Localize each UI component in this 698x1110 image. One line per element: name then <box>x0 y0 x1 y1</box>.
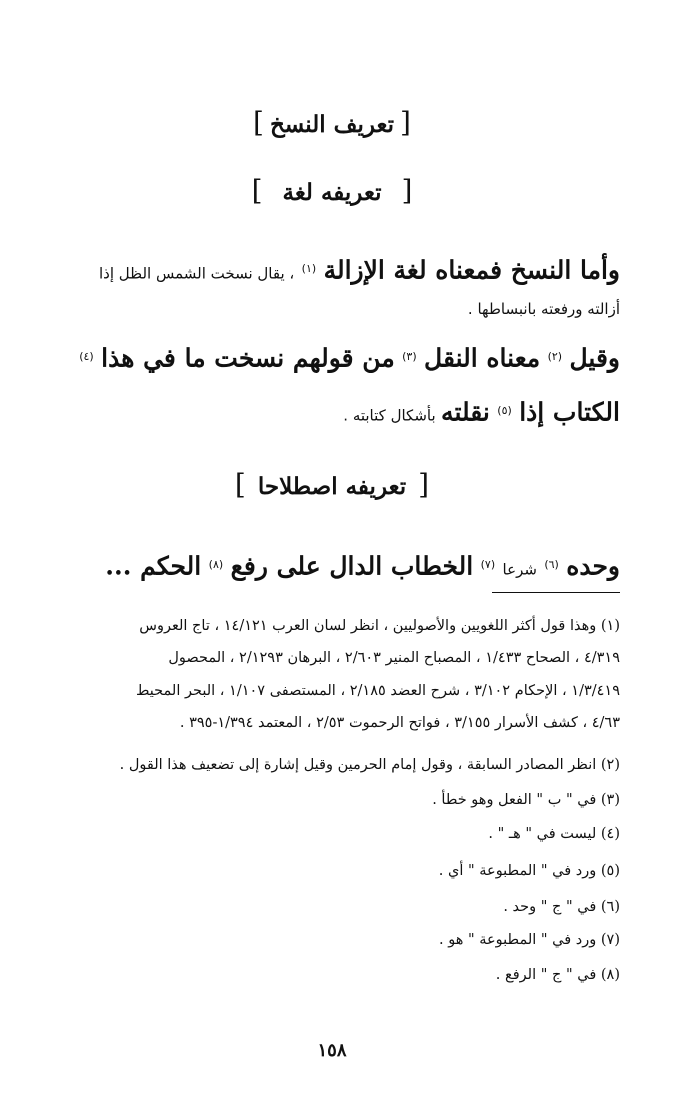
footnote-line: (٨) في " ج " الرفع . <box>495 967 620 983</box>
line3-bold-3: من قولهم نسخت ما في هذا <box>101 343 395 373</box>
body-line-3 <box>44 340 620 379</box>
bracket-open: [ <box>418 468 430 501</box>
line4-ref-1: (٥) <box>497 404 512 417</box>
body-line-1 <box>44 252 620 291</box>
heading-term-text: تعريفه اصطلاحا <box>257 473 407 500</box>
line2-text: أزالته ورفعته بانبساطها . <box>467 300 620 318</box>
heading-lang <box>44 176 620 208</box>
line4-text: بأشكال كتابته . <box>343 406 436 425</box>
footnote-line: ٤/٣١٩ ، الصحاح ١/٤٣٣ ، المصباح المنير ٢/٦٠٣ ، البرهان ٢/١٢٩٣ ، المحصول <box>168 650 620 666</box>
footnote-line: (٦) في " ج " وحد . <box>503 899 620 915</box>
footnote-line: (٤) ليست في " هـ " . <box>488 826 620 842</box>
line5-bold-3: الحكم ... <box>105 551 202 581</box>
bracket-close: ] <box>253 106 264 139</box>
line1-text: ، يقال نسخت الشمس الظل إذا <box>99 264 295 283</box>
heading-term <box>44 470 620 502</box>
line1-ref: (١) <box>301 262 317 275</box>
footnote-line: ١/٣/٤١٩ ، الإحكام ٣/١٠٢ ، شرح العضد ٢/١٨٥ ، المستصفى ١/١٠٧ ، البحر المحيط <box>136 683 620 699</box>
heading-lang-text: تعريفه لغة <box>282 179 382 206</box>
body-line-4 <box>44 394 620 433</box>
line3-bold-1: وقيل <box>569 343 620 373</box>
bracket-open: [ <box>400 106 411 139</box>
footnote-separator <box>492 592 620 593</box>
document-page <box>44 0 620 1110</box>
footnote-line: (٥) ورد في " المطبوعة " أي . <box>438 863 620 879</box>
footnote-line: (٧) ورد في " المطبوعة " هو . <box>439 932 620 948</box>
line3-bold-2: معناه النقل <box>424 343 541 373</box>
footnote-line: (٢) انظر المصادر السابقة ، وقول إمام الحرمين وقيل إشارة إلى تضعيف هذا القول . <box>119 757 620 773</box>
line5-bold-1: وحده <box>566 551 620 581</box>
body-line-5 <box>44 548 620 587</box>
bracket-close: ] <box>234 468 246 501</box>
line5-ref-3: (٨) <box>208 558 224 571</box>
heading-main-text: تعريف النسخ <box>269 111 395 138</box>
page-number: ١٥٨ <box>317 1040 347 1061</box>
line3-ref-2: (٣) <box>402 350 417 363</box>
line4-bold-1: الكتاب إذا <box>519 397 620 427</box>
line4-bold-2: نقلته <box>441 397 490 427</box>
bracket-close: ] <box>251 174 263 207</box>
line5-text: شرعا <box>502 560 537 579</box>
line3-ref-1: (٢) <box>547 350 563 363</box>
heading-main <box>44 108 620 140</box>
footnote-line: (٣) في " ب " الفعل وهو خطأ . <box>432 792 620 808</box>
line1-bold: وأما النسخ فمعناه لغة الإزالة <box>323 255 620 285</box>
line3-ref-3: (٤) <box>79 350 94 363</box>
line5-ref-2: (٧) <box>480 558 496 571</box>
line5-ref-1: (٦) <box>544 558 559 571</box>
bracket-open: [ <box>401 174 413 207</box>
body-line-2 <box>44 292 620 326</box>
footnote-line: ٤/٦٣ ، كشف الأسرار ٣/١٥٥ ، فواتح الرحموت ٢/٥٣ ، المعتمد ١/٣٩٤-٣٩٥ . <box>179 715 620 731</box>
footnote-line: (١) وهذا قول أكثر اللغويين والأصوليين ، انظر لسان العرب ١٤/١٢١ ، تاج العروس <box>139 618 620 634</box>
line5-bold-2: الخطاب الدال على رفع <box>230 551 474 581</box>
